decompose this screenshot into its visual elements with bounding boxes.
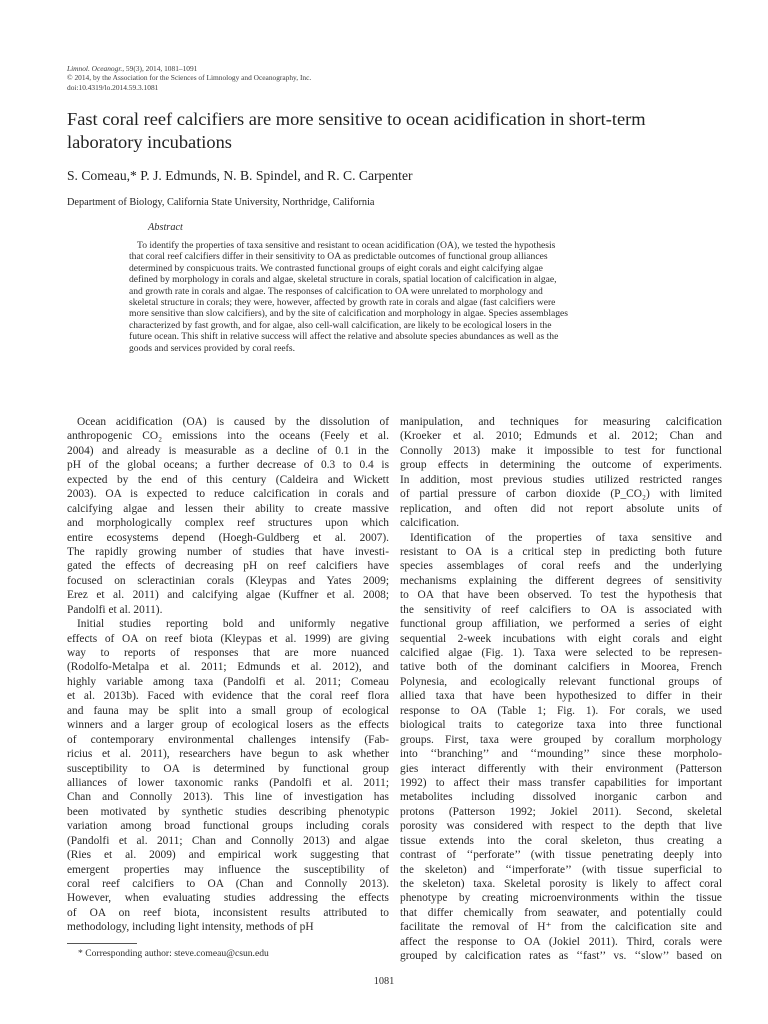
body-line: been motivated by synthetic studies describing phenotypic — [67, 805, 389, 818]
article-title — [67, 108, 707, 154]
body-line: pH of the global oceans; a further decrease of 0.3 to 0.4 is — [67, 459, 389, 472]
body-line: In addition, most previous studies utilized restricted ranges — [400, 473, 722, 486]
body-line: replication, and often did not report absolute units of — [400, 502, 722, 515]
body-line: porosity was considered with respect to the depth that live — [400, 820, 722, 833]
affiliation: Department of Biology, California State University, Northridge, California — [67, 197, 375, 208]
left-column — [67, 415, 389, 935]
journal-volume-pages: , 59(3), 2014, 1081–1091 — [122, 64, 198, 73]
body-line: way to reports of responses that are more nuanced — [67, 647, 389, 659]
abstract-line: To identify the properties of taxa sensitive and resistant to ocean acidification (OA), we tested the hypothesis — [137, 240, 556, 251]
journal-citation — [67, 64, 567, 73]
body-line: Chan and Connolly 2013). This line of investigation has — [67, 791, 389, 804]
body-line: ricius et al. 2011), researchers have begun to ask whether — [67, 748, 389, 761]
journal-name: Limnol. Oceanogr. — [67, 64, 123, 73]
body-line: expected by the end of this century (Caldeira and Wickett — [67, 473, 389, 486]
body-line: sequential 2-week incubations with eight corals and eight — [400, 632, 722, 645]
abstract-body — [129, 240, 709, 354]
body-line: Pandolfi et al. 2011). — [67, 603, 163, 616]
abstract-line: and growth rate in corals and algae. The responses of calcification to OA were unrelated to morphology and — [129, 285, 543, 297]
title-line: Fast coral reef calcifiers are more sensitive to ocean acidification in short-term — [67, 109, 646, 129]
body-line: of contemporary environmental challenges intensify (Fab- — [67, 733, 389, 746]
body-line: allied taxa that have been hypothesized to differ in their — [400, 690, 722, 703]
body-line: Erez et al. 2011) and calcifying algae (Kuffner et al. 2008; — [67, 589, 389, 602]
body-line: resistant to OA is a critical step in predicting both future — [400, 545, 722, 558]
body-line: (Rodolfo-Metalpa et al. 2011; Edmunds et al. 2012), and — [67, 661, 389, 674]
author-list: S. Comeau,* P. J. Edmunds, N. B. Spindel, and R. C. Carpenter — [67, 168, 413, 183]
body-line: entire ecosystems depend (Hoegh-Guldberg et al. 2007). — [67, 531, 389, 544]
body-line: functional group affiliation, we performed a series of eight — [400, 618, 722, 631]
body-line: The rapidly growing number of studies that have investi- — [67, 545, 389, 558]
body-line: species assemblages of coral reefs and the underlying — [400, 560, 722, 573]
body-line: group effects in determining the outcome of experiments. — [400, 459, 722, 472]
body-line: contrast of ‘‘perforate’’ (with tissue penetrating deeply into — [400, 849, 722, 862]
body-line: Identification of the properties of taxa sensitive and — [410, 531, 722, 544]
body-line: and morphologically complex reef structures upon which — [67, 517, 389, 530]
body-line: tissue extends into the coral skeleton, thus creating a — [400, 834, 722, 847]
body-line: the skeleton) taxa. Skeletal porosity is likely to affect coral — [400, 878, 722, 890]
body-line: emergent properties may influence the susceptibility of — [67, 863, 389, 876]
body-line: (Kroeker et al. 2010; Edmunds et al. 2012; Chan and — [400, 430, 722, 443]
body-line: Polynesia, and ecologically relevant functional groups of — [400, 675, 722, 688]
body-line: focused on scleractinian corals (Kleypas and Yates 2009; — [67, 574, 389, 587]
body-line: coral reef calcifiers to OA (Chan and Connolly 2013). — [67, 878, 389, 890]
body-line: tative both of the dominant calcifiers in Moorea, French — [400, 661, 722, 674]
copyright-line: © 2014, by the Association for the Sciences of Limnology and Oceanography, Inc. — [67, 73, 312, 83]
body-line: et al. 2013b). Faced with evidence that the coral reef flora — [67, 690, 389, 703]
body-line: to OA that have been observed. To test the hypothesis that — [400, 589, 722, 602]
body-line: winners and a larger group of ecological losers as the effects — [67, 719, 389, 732]
body-line: groups. First, taxa were grouped by corallum morphology — [400, 733, 722, 746]
body-line: the skeleton) and ‘‘imperforate’’ (with tissue superficial to — [400, 863, 722, 876]
body-line: (Ries et al. 2009) and empirical work suggesting that — [67, 849, 389, 862]
abstract-line: goods and services provided by coral reefs. — [129, 342, 295, 354]
title-line: laboratory incubations — [67, 132, 232, 152]
journal-header — [67, 64, 567, 92]
body-line: calcified algae (Fig. 1). Taxa were selected to be represen- — [400, 647, 722, 659]
body-line: 2003). OA is expected to reduce calcification in corals and — [67, 488, 389, 501]
body-line: biological traits to categorize taxa into three functional — [400, 719, 722, 732]
body-line: gies interact differently with their environment (Patterson — [400, 762, 722, 775]
footnote: * Corresponding author: steve.comeau@csun.edu — [78, 948, 269, 959]
body-line: that differ chemically from seawater, and potentially could — [400, 906, 722, 919]
body-line: alliances of lower taxonomic ranks (Pandolfi et al. 2011; — [67, 776, 389, 789]
body-line: susceptibility to OA is determined by functional group — [67, 762, 389, 775]
body-line: grouped by calcification rates as ‘‘fast’’ vs. ‘‘slow’’ based on — [400, 950, 722, 963]
body-line: of partial pressure of carbon dioxide (P_CO₂) with limited — [400, 488, 722, 501]
body-line: variation among broad functional groups including corals — [67, 820, 389, 833]
body-line: Initial studies reporting bold and uniformly negative — [77, 618, 389, 631]
abstract-line: skeletal structure in corals; they were, however, affected by growth rate in corals and algae (fast calcifiers were — [129, 297, 556, 309]
body-line: Connolly 2013) make it impossible to test for functional — [400, 444, 722, 457]
body-line: effects of OA on reef biota (Kleypas et al. 1999) are giving — [67, 632, 389, 645]
body-line: However, when evaluating studies addressing the effects — [67, 892, 389, 905]
body-line: 1992) to affect their mass transfer capabilities for important — [400, 776, 722, 789]
body-line: highly variable among taxa (Pandolfi et al. 2011; Comeau — [67, 675, 389, 688]
body-line: Ocean acidification (OA) is caused by the dissolution of — [77, 416, 389, 428]
abstract-line: determined by conspicuous traits. We contrasted functional groups of eight corals and eight calcifying algae — [129, 262, 543, 274]
body-line: gated the effects of decreasing pH on reef calcifiers have — [67, 560, 389, 573]
body-line: the sensitivity of reef calcifiers to OA is associated with — [400, 603, 722, 616]
body-line: affect the response to OA (Jokiel 2011). Third, corals were — [400, 935, 722, 948]
body-line: methodology, including light intensity, methods of pH — [67, 921, 314, 934]
body-line: phenotype by creating microenvironments within the tissue — [400, 892, 722, 905]
abstract-heading: Abstract — [148, 222, 183, 233]
right-column — [400, 415, 722, 964]
abstract-line: that coral reef calcifiers differ in their sensitivity to OA as predictable outcomes of functional group alliances — [129, 251, 548, 263]
body-line: mechanisms explaining the different degrees of sensitivity — [400, 574, 722, 587]
body-line: of OA on reef biota, inconsistent results attributed to — [67, 906, 389, 919]
abstract-line: defined by morphology in corals and algae, skeletal structure in corals, spatial location of calcification in algae, — [129, 274, 557, 286]
abstract-line: future ocean. This shift in relative success will affect the relative and absolute species abundances as well as the — [129, 331, 559, 343]
body-line: (Pandolfi et al. 2011; Chan and Connolly 2013) and algae — [67, 834, 389, 847]
page-number: 1081 — [373, 976, 395, 987]
body-line: metabolites including dissolved inorganic carbon and — [400, 791, 722, 804]
body-line: and fauna may be split into a small group of ecological — [67, 704, 389, 717]
abstract-line: characterized by fast growth, and for algae, also cell-wall calcification, are likely to be ecological losers in the — [129, 319, 552, 331]
doi-line: doi:10.4319/lo.2014.59.3.1081 — [67, 82, 159, 92]
abstract-line: more sensitive than slow calcifiers), and by the site of calcification and morphology in algae. Species assemblages — [129, 308, 569, 320]
body-line: protons (Patterson 1992; Jokiel 2011). Second, skeletal — [400, 805, 722, 818]
body-line: facilitate the removal of H⁺ from the calcification site and — [400, 921, 722, 934]
body-line: anthropogenic CO₂ emissions into the oceans (Feely et al. — [67, 430, 389, 443]
body-line: into ‘‘branching’’ and ‘‘mounding’’ since these morpholo- — [400, 748, 722, 761]
footnote-rule — [67, 943, 137, 944]
body-line: 2004) and already is measurable as a decline of 0.1 in the — [67, 444, 389, 457]
body-line: calcification. — [400, 517, 460, 530]
body-line: manipulation, and techniques for measuring calcification — [400, 416, 722, 428]
body-line: calcifying algae and lessen their ability to create massive — [67, 502, 389, 515]
body-line: response to OA (Table 1; Fig. 1). For corals, we used — [400, 704, 722, 717]
